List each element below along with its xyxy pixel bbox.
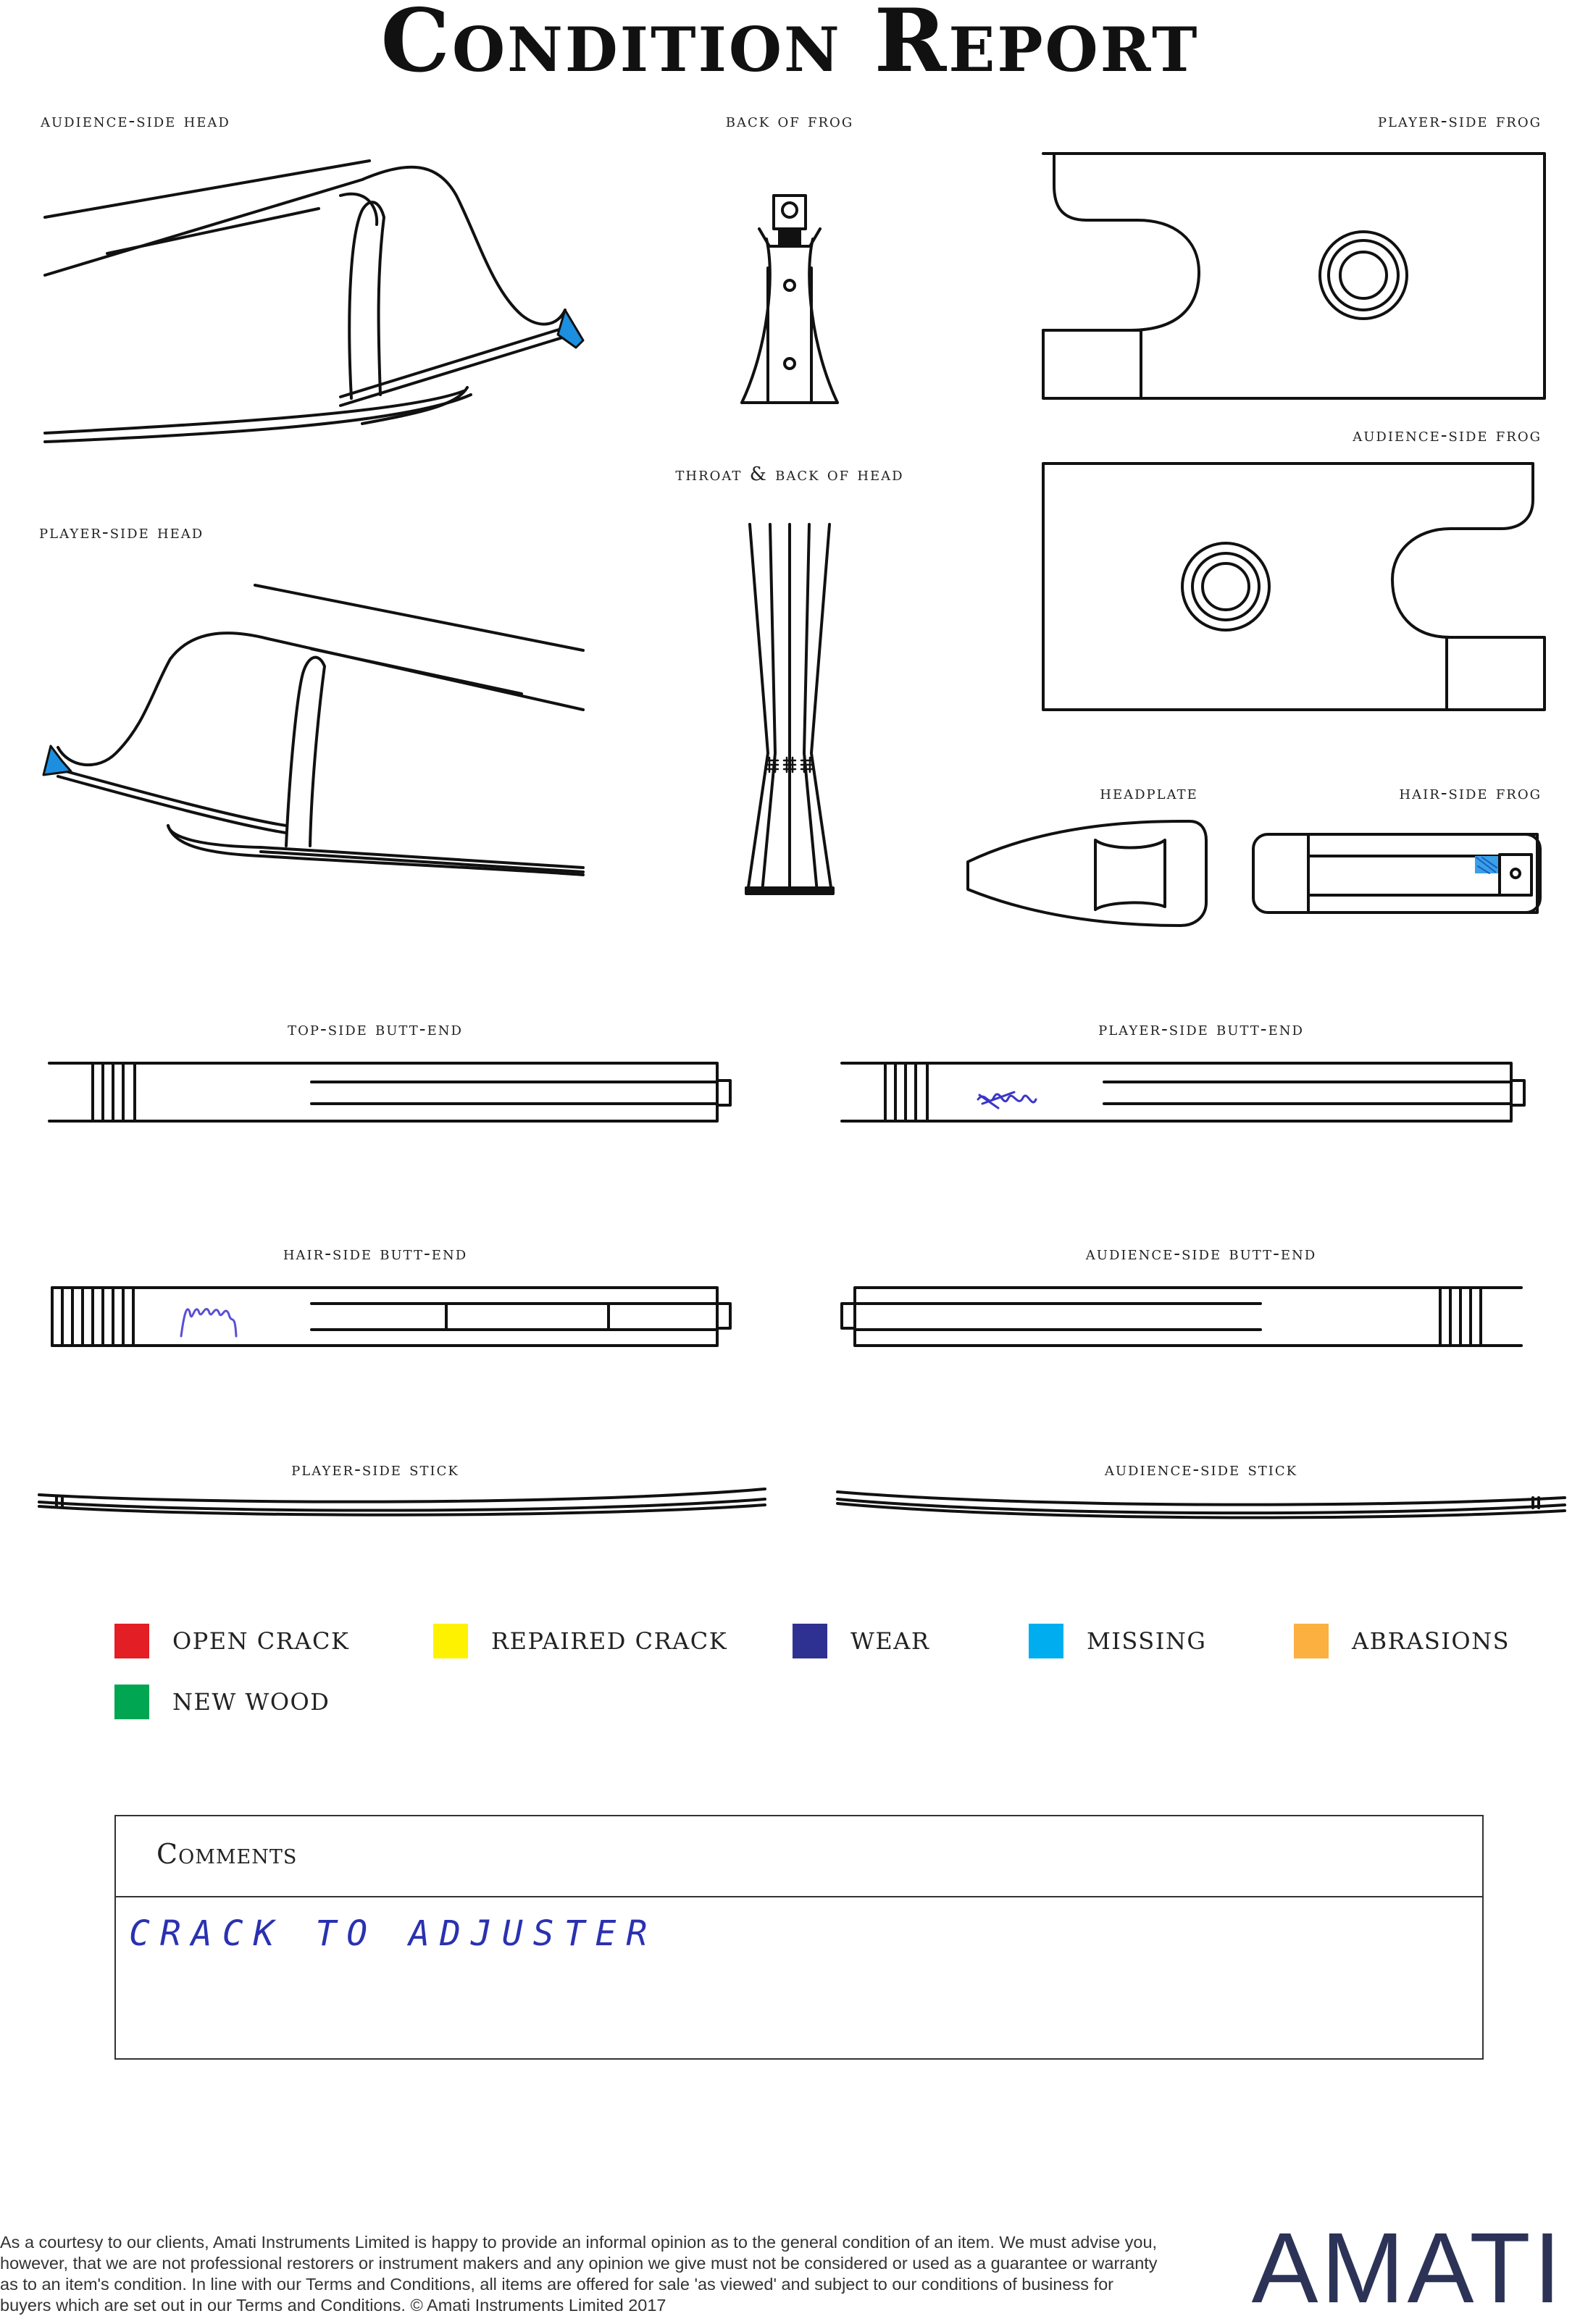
diagram-back-of-frog <box>742 196 837 403</box>
comments-header <box>116 1816 1482 1897</box>
legend-missing <box>1029 1624 1206 1658</box>
legend-wear <box>793 1624 929 1658</box>
diagram-headplate <box>968 821 1206 926</box>
legend-label: ABRASIONS <box>1352 1627 1510 1655</box>
comments-box[interactable] <box>114 1815 1484 2060</box>
label-hair-side-frog: hair-side frog <box>1399 782 1542 804</box>
legend-open-crack <box>114 1624 349 1658</box>
diagram-throat-back-of-head <box>746 524 833 894</box>
disclaimer-text: As a courtesy to our clients, Amati Instruments Limited is happy to provide an informal opinion as to the general condition of an item. We must advise you, however, that we are not professional restorers or instrument makers and any opinion we give must not be considered or used as a guarantee or warranty as to an item's condition. In line with our Terms and Conditions, all items are offered for sale 'as viewed' and subject to our conditions of business for buyers which are set out in our Terms and Conditions. © Amati Instruments Limited 2017 <box>0 2233 1158 2315</box>
legend-swatch <box>433 1624 468 1658</box>
diagram-audience-side-head <box>45 161 583 442</box>
diagram-player-side-butt-end <box>842 1063 1524 1121</box>
legend-label: NEW WOOD <box>172 1688 330 1716</box>
diagram-audience-side-butt-end <box>842 1288 1521 1346</box>
label-hair-side-butt-end: hair-side butt-end <box>283 1243 468 1264</box>
legend-new-wood <box>114 1685 330 1719</box>
diagram-player-side-head <box>43 585 583 875</box>
page-title: Condition Report <box>380 0 1200 92</box>
diagram-audience-side-frog <box>1043 463 1545 710</box>
legend-abrasions <box>1294 1624 1510 1658</box>
label-audience-side-butt-end: audience-side butt-end <box>1085 1243 1317 1264</box>
diagram-hair-side-frog <box>1253 834 1540 913</box>
label-player-side-frog: player-side frog <box>1377 110 1542 132</box>
label-throat-back-of-head: throat & back of head <box>675 463 904 485</box>
diagram-player-side-stick <box>39 1489 765 1515</box>
label-headplate: headplate <box>1100 782 1198 804</box>
legend-swatch <box>793 1624 827 1658</box>
legend-repaired-crack <box>433 1624 727 1658</box>
diagram-hair-side-butt-end <box>52 1288 730 1346</box>
label-top-side-butt-end: top-side butt-end <box>288 1018 463 1040</box>
label-player-side-head: player-side head <box>39 521 204 543</box>
legend-swatch <box>1294 1624 1329 1658</box>
legend-label: WEAR <box>850 1627 930 1655</box>
legend-label: MISSING <box>1087 1627 1207 1655</box>
comments-label: Comments <box>156 1838 298 1870</box>
legend-swatch <box>1029 1624 1063 1658</box>
diagram-top-side-butt-end <box>49 1063 730 1121</box>
label-audience-side-head: audience-side head <box>41 110 230 132</box>
label-player-side-butt-end: player-side butt-end <box>1098 1018 1304 1040</box>
legend-label: REPAIRED CRACK <box>491 1627 728 1655</box>
label-back-of-frog: back of frog <box>725 110 854 132</box>
legend-swatch <box>114 1685 149 1719</box>
diagram-player-side-frog <box>1043 154 1545 398</box>
label-audience-side-frog: audience-side frog <box>1353 424 1542 446</box>
label-audience-side-stick: audience-side stick <box>1104 1459 1298 1480</box>
legend-label: OPEN CRACK <box>172 1627 350 1655</box>
comments-text: CRACK TO ADJUSTER <box>129 1913 658 1954</box>
diagram-audience-side-stick <box>837 1492 1565 1517</box>
label-player-side-stick: player-side stick <box>291 1459 459 1480</box>
legend-swatch <box>114 1624 149 1658</box>
brand-logo: AMATI <box>1251 2212 1564 2324</box>
